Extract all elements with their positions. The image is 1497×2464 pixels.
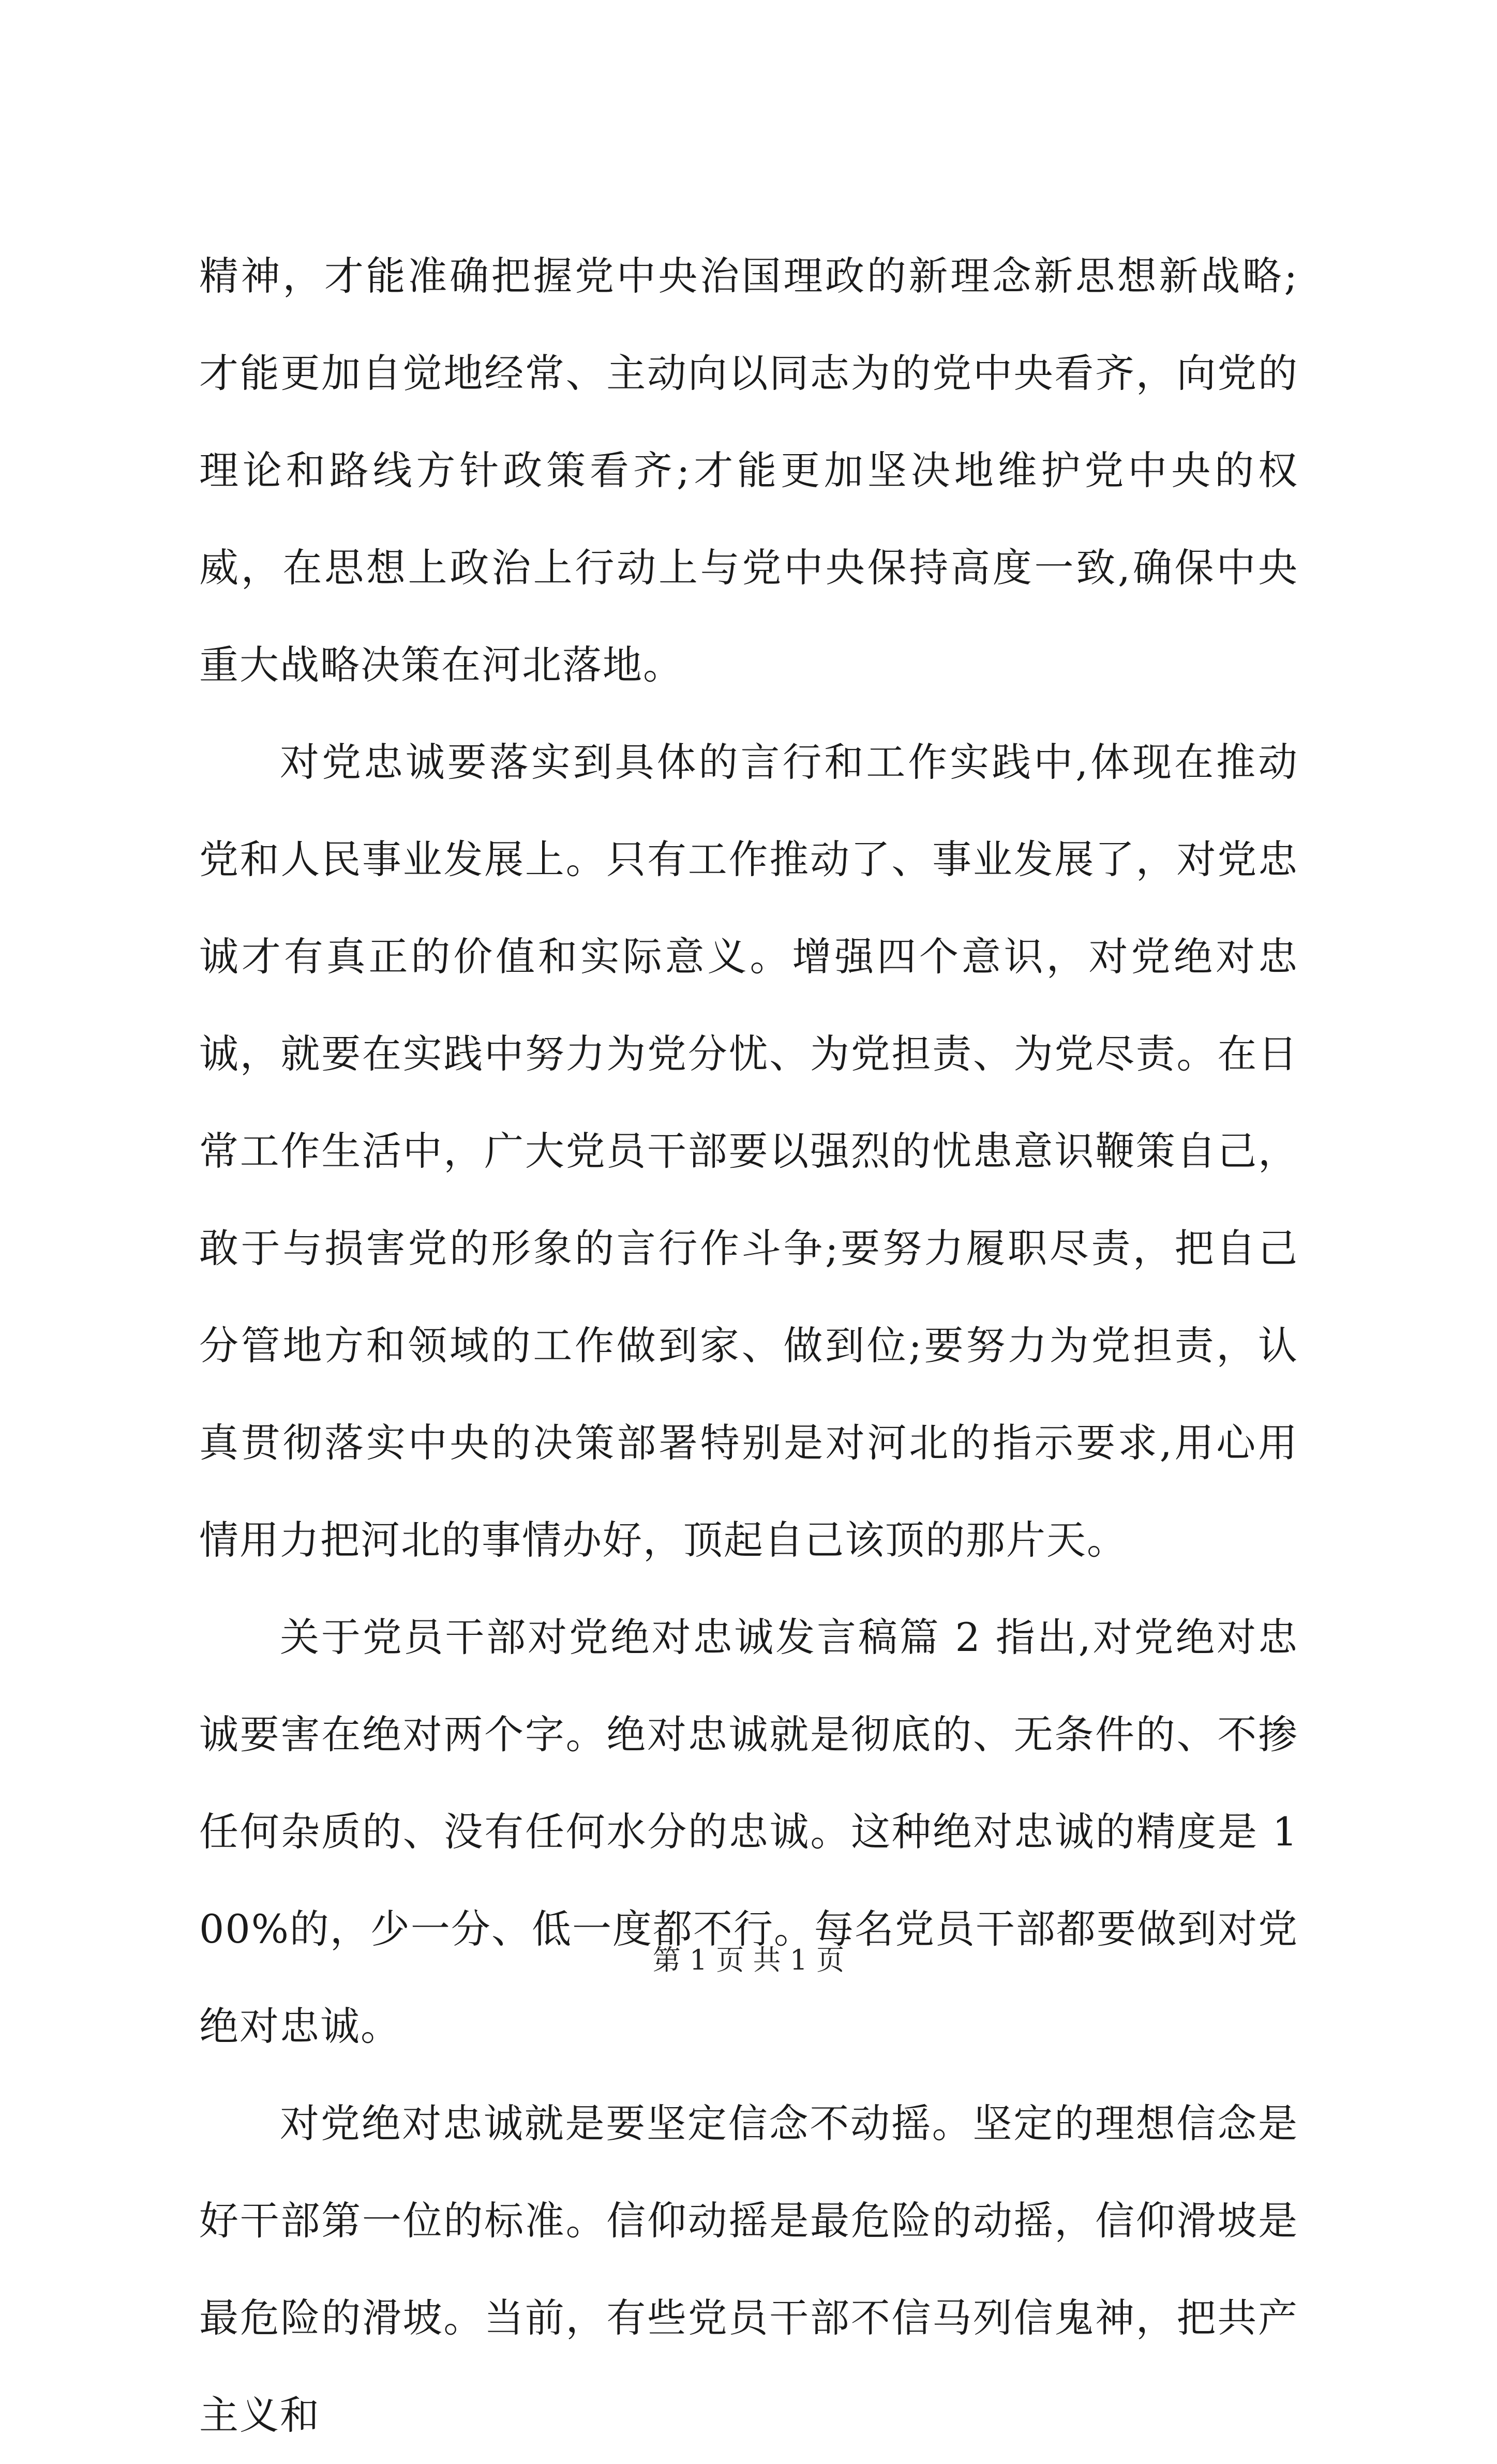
paragraph-3: 关于党员干部对党绝对忠诚发言稿篇 2 指出,对党绝对忠诚要害在绝对两个字。绝对忠诚就是彻底的、无条件的、不掺任何杂质的、没有任何水分的忠诚。这种绝对忠诚的精度是 100%的，少一分、低一度都不行。每名党员干部都要做到对党绝对忠诚。 (199, 1614, 1298, 2049)
page-footer: 第 1 页 共 1 页 (652, 1944, 845, 1976)
paragraph-2: 对党忠诚要落实到具体的言行和工作实践中,体现在推动党和人民事业发展上。只有工作推动了、事业发展了，对党忠诚才有真正的价值和实际意义。增强四个意识，对党绝对忠诚，就要在实践中努力为党分忧、为党担责、为党尽责。在日常工作生活中，广大党员干部要以强烈的忧患意识鞭策自己，敢于与损害党的形象的言行作斗争;要努力履职尽责，把自己分管地方和领域的工作做到家、做到位;要努力为党担责，认真贯彻落实中央的决策部署特别是对河北的指示要求,用心用情用力把河北的事情办好，顶起自己该顶的那片天。 (199, 739, 1298, 1563)
paragraph-1: 精神，才能准确把握党中央治国理政的新理念新思想新战略;才能更加自觉地经常、主动向以同志为的党中央看齐，向党的理论和路线方针政策看齐;才能更加坚决地维护党中央的权威，在思想上政治上行动上与党中央保持高度一致,确保中央重大战略决策在河北落地。 (199, 253, 1298, 688)
document-body (199, 228, 1298, 2464)
paragraph-4: 对党绝对忠诚就是要坚定信念不动摇。坚定的理想信念是好干部第一位的标准。信仰动摇是最危险的动摇，信仰滑坡是最危险的滑坡。当前，有些党员干部不信马列信鬼神，把共产主义和 (199, 2100, 1298, 2438)
